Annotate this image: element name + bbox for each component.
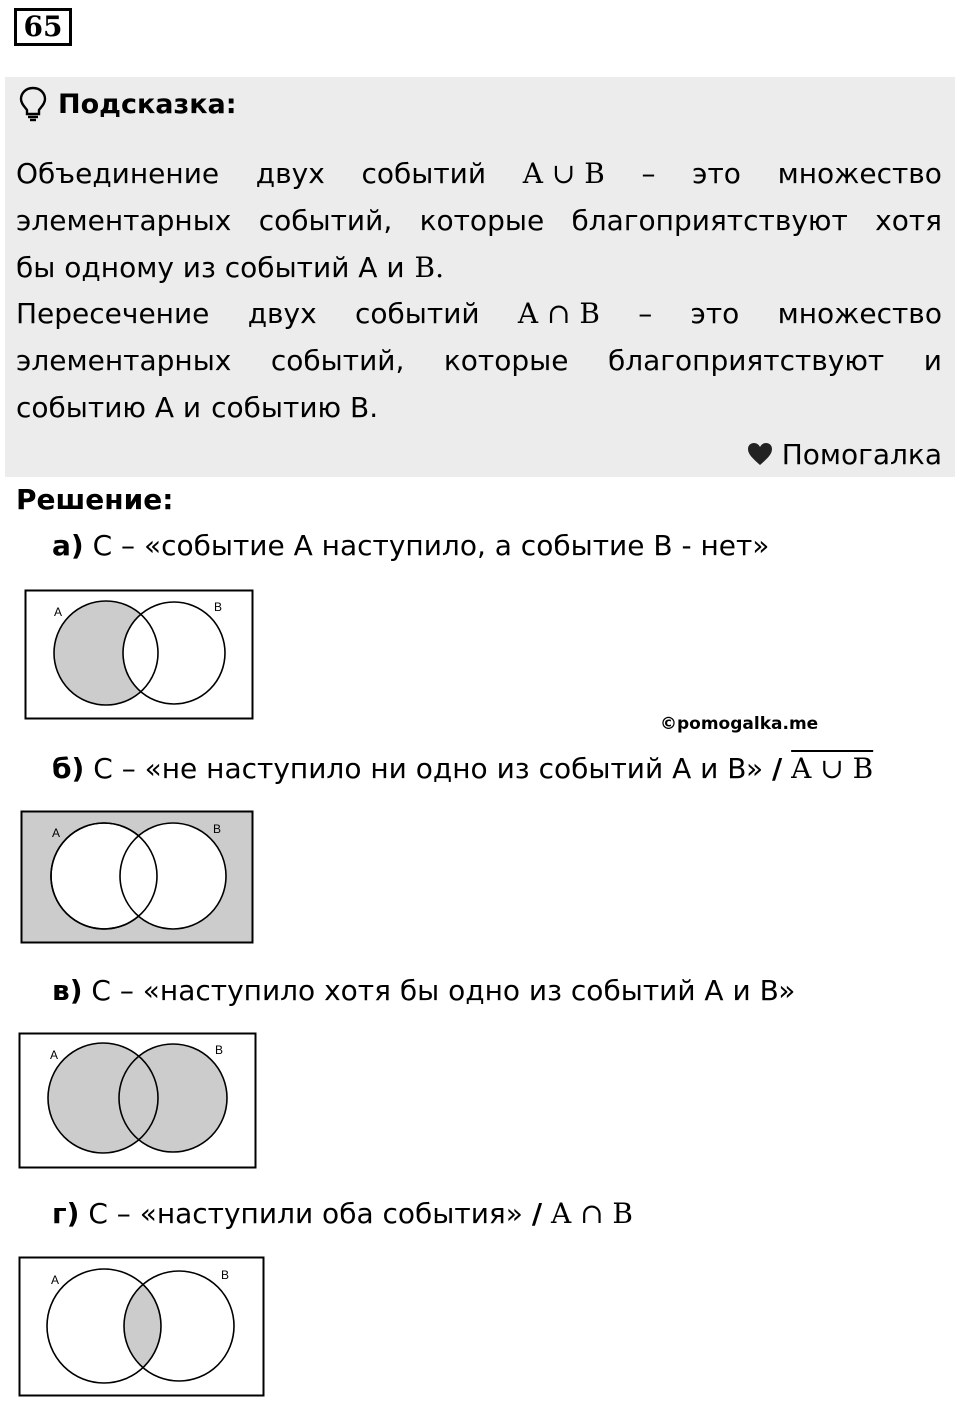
venn-diagram-b <box>20 810 256 946</box>
item-text: C – «наступило хотя бы одно из событий A и B» <box>82 974 796 1007</box>
lightbulb-icon <box>18 86 48 122</box>
item-b <box>52 749 873 789</box>
item-letter: а) <box>52 529 84 562</box>
word: элементарных <box>16 204 232 237</box>
word: событий, <box>270 344 405 377</box>
word: которые <box>419 204 545 237</box>
venn-diagram-a <box>24 589 256 722</box>
word: множество <box>777 157 942 190</box>
hint-title-text: Подсказка: <box>58 88 237 120</box>
intersection-definition <box>16 290 942 431</box>
item-a <box>52 526 769 566</box>
union-line-1 <box>16 150 942 197</box>
union-line-3 <box>16 244 942 291</box>
problem-number: 65 <box>14 8 72 46</box>
item-letter: г) <box>52 1197 80 1230</box>
heart-icon <box>746 441 774 467</box>
union-formula: A ∪ B <box>522 157 605 190</box>
credit-text: Помогалка <box>781 437 942 471</box>
set-a-label: A <box>51 1273 60 1287</box>
word: событий, <box>258 204 393 237</box>
item-v <box>52 971 795 1011</box>
solution-title: Решение: <box>16 483 174 516</box>
word: элементарных <box>16 344 232 377</box>
word: – <box>641 157 656 190</box>
set-b-label: B <box>213 822 222 836</box>
item-text: C – «не наступило ни одно из событий A и B» <box>84 752 772 785</box>
word: это <box>692 157 741 190</box>
item-letter: б) <box>52 752 85 785</box>
word: хотя <box>875 204 942 237</box>
word: событий <box>361 157 487 190</box>
union-line-2 <box>16 197 942 244</box>
set-b-label: B <box>215 1043 224 1057</box>
slash: / <box>771 752 783 785</box>
word: двух <box>247 297 317 330</box>
watermark: ©pomogalka.me <box>660 714 819 734</box>
set-a-label: A <box>52 826 61 840</box>
complement-formula: A ∪ B <box>791 752 874 785</box>
union-definition <box>16 150 942 291</box>
word: событию B. <box>211 391 379 424</box>
slash: / <box>531 1197 543 1230</box>
hint-title <box>18 86 237 122</box>
set-a-label: A <box>50 1048 59 1062</box>
set-b-circle <box>120 823 226 929</box>
venn-diagram-g <box>18 1256 266 1398</box>
intersection-line-1 <box>16 290 942 337</box>
word: событию A и <box>16 391 202 424</box>
word: бы одному из событий A и <box>16 251 405 284</box>
venn-diagram-v <box>18 1032 258 1170</box>
set-b-label: B <box>214 600 223 614</box>
word: событий <box>354 297 480 330</box>
word: Пересечение <box>16 297 210 330</box>
intersection-formula: A ∩ B <box>550 1197 634 1230</box>
word: двух <box>255 157 325 190</box>
word: и <box>923 344 942 377</box>
item-g <box>52 1194 633 1234</box>
item-text: C – «событие A наступило, а событие B - нет» <box>83 529 770 562</box>
word: Объединение <box>16 157 220 190</box>
word: – <box>638 297 653 330</box>
word: благоприятствуют <box>607 344 885 377</box>
word: B. <box>414 251 445 284</box>
credit <box>746 434 942 474</box>
set-b-circle <box>123 602 225 704</box>
word: которые <box>443 344 569 377</box>
item-text: C – «наступили оба события» <box>79 1197 532 1230</box>
word: благоприятствуют <box>571 204 848 237</box>
intersection-formula: A ∩ B <box>517 297 600 330</box>
word: это <box>690 297 740 330</box>
item-letter: в) <box>52 974 83 1007</box>
intersection-line-3 <box>16 384 942 431</box>
set-b-label: B <box>221 1268 230 1282</box>
intersection-line-2 <box>16 337 942 384</box>
word: множество <box>777 297 942 330</box>
set-a-label: A <box>54 605 63 619</box>
